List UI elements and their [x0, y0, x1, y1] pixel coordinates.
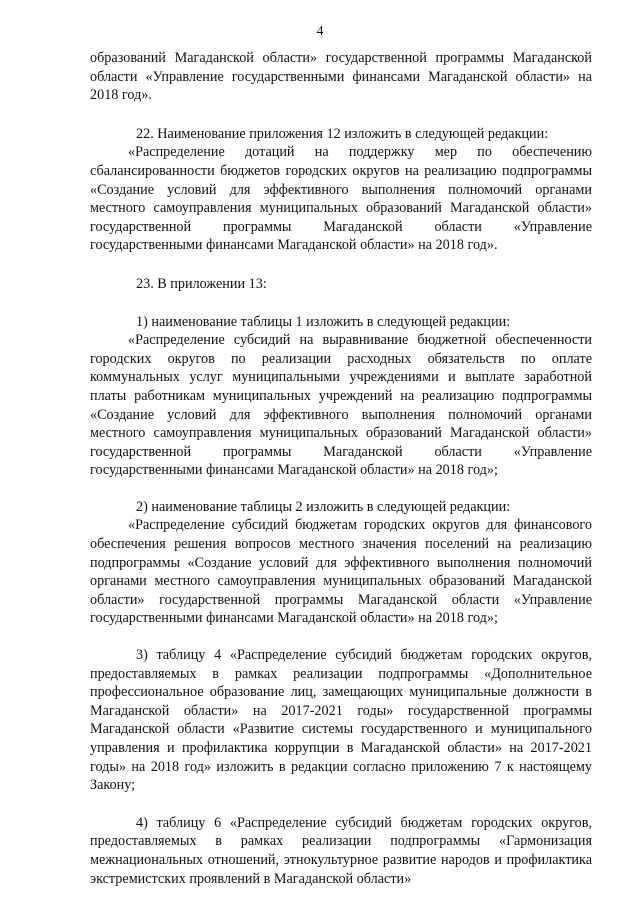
page-number: 4 — [316, 24, 324, 39]
document-body — [90, 49, 592, 888]
paragraph-item-23: 23. В приложении 13: — [136, 275, 267, 292]
paragraph-continuation: образований Магаданской области» государственной программы Магаданской области «Управление государственными финансами Магаданской области» на 2018 год». — [90, 50, 592, 104]
paragraph-item-22: 22. Наименование приложения 12 изложить в следующей редакции: — [136, 125, 549, 142]
paragraph-item-22-text: «Распределение дотаций на поддержку мер по обеспечению сбалансированности бюджетов городских округов на реализацию подпрограммы «Создание условий для эффективного выполнения полномочий органами местного самоуправления муниципальных образований Магаданской области» государственной программы Магаданской области «Управление государственными финансами Магаданской области» на 2018 год». — [90, 144, 592, 254]
paragraph-subitem-2: 2) наименование таблицы 2 изложить в следующей редакции: — [136, 498, 511, 515]
paragraph-subitem-1: 1) наименование таблицы 1 изложить в следующей редакции: — [136, 313, 511, 330]
paragraph-subitem-3: 3) таблицу 4 «Распределение субсидий бюджетам городских округов, предоставляемых в рамках реализации подпрограммы «Дополнительное профессиональное образование лиц, замещающих муниципальные должности в Магаданской области» на 2017-2021 годы» государственной программы Магаданской области «Развитие системы государственного и муниципального управления и профилактика коррупции в Магаданской области» на 2017-2021 годы» на 2018 год» изложить в редакции согласно приложению 7 к настоящему Закону; — [90, 647, 592, 794]
paragraph-subitem-2-text: «Распределение субсидий бюджетам городских округов для финансового обеспечения решения вопросов местного значения поселений на реализацию подпрограммы «Создание условий для эффективного выполнения полномочий органами местного самоуправления муниципальных образований Магаданской области» государственной программы Магаданской области «Управление государственными финансами Магаданской области» на 2018 год»; — [90, 517, 592, 627]
paragraph-subitem-4: 4) таблицу 6 «Распределение субсидий бюджетам городских округов, предоставляемых в рамках реализации подпрограммы «Гармонизация межнациональных отношений, этнокультурное развитие народов и профилактика экстремистских проявлений в Магаданской области» — [90, 814, 592, 887]
paragraph-subitem-1-text: «Распределение субсидий на выравнивание бюджетной обеспеченности городских округов по реализации расходных обязательств по оплате коммунальных услуг муниципальными учреждениями и выплате заработной платы работникам муниципальных учреждений на реализацию подпрограммы «Создание условий для эффективного выполнения полномочий органами местного самоуправления муниципальных образований Магаданской области» государственной программы Магаданской области «Управление государственными финансами Магаданской области» на 2018 год»; — [90, 332, 592, 479]
